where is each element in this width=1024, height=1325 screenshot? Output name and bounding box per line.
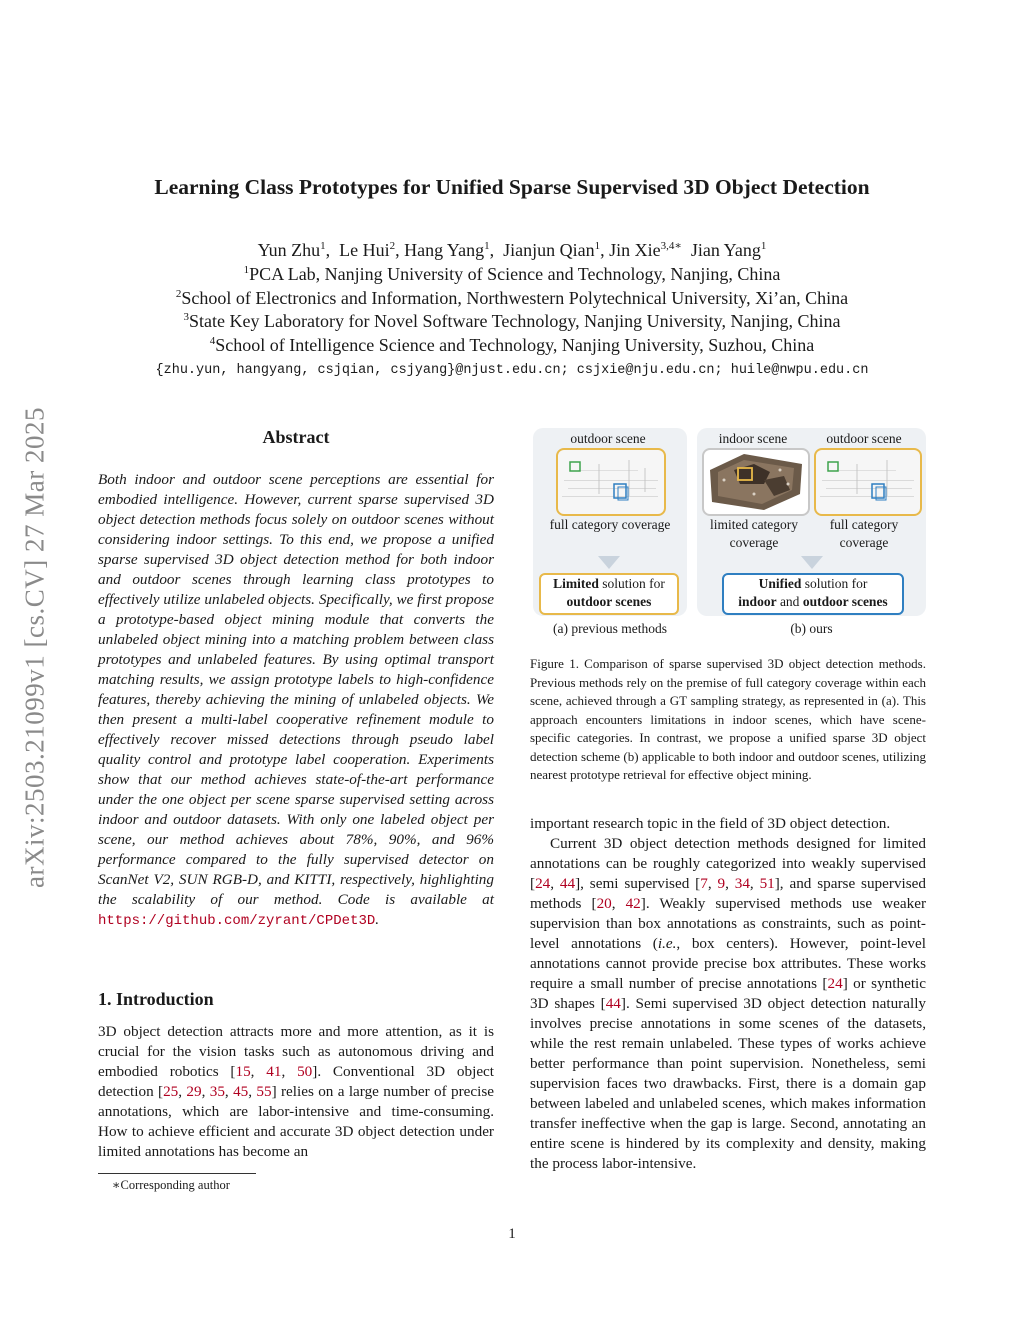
author: Jianjun Qian <box>503 240 595 260</box>
citation-link[interactable]: 9 <box>717 875 726 892</box>
intro-continuation: important research topic in the field of 3D object detection. <box>530 815 891 832</box>
subfigure-b-label: (b) ours <box>790 621 833 636</box>
coverage-label: full category coverage <box>829 517 899 550</box>
author-sup: 3,4∗ <box>660 240 682 252</box>
footnote-divider <box>98 1173 256 1174</box>
arxiv-identifier: arXiv:2503.21099v1 [cs.CV] 27 Mar 2025 <box>19 407 50 888</box>
page-number: 1 <box>508 1226 516 1242</box>
affiliation-2: $^2$School of Electronics and Information, Northwestern Polytechnical University, Xi’an, China <box>175 288 849 308</box>
author: Jin Xie <box>609 240 661 260</box>
citation-link[interactable]: 55 <box>256 1083 272 1100</box>
introduction-heading: 1. Introduction <box>98 989 214 1009</box>
footnote: ∗Corresponding author <box>112 1178 230 1192</box>
citation-link[interactable]: 34 <box>734 875 750 892</box>
citation-link[interactable]: 15 <box>235 1063 251 1080</box>
affiliation-1: $^1$PCA Lab, Nanjing University of Science and Technology, Nanjing, China <box>243 264 781 284</box>
citation-link[interactable]: 41 <box>266 1063 282 1080</box>
citation-link[interactable]: 24 <box>535 875 551 892</box>
author-sup: 1 <box>760 240 767 252</box>
author-sup: 1 <box>484 240 490 252</box>
author-emails: {zhu.yun, hangyang, csjqian, csjyang}@njust.edu.cn; csjxie@nju.edu.cn; huile@nwpu.edu.cn <box>155 363 869 378</box>
intro-paragraph-1: 3D object detection attracts more and more attention, as it is crucial for the vision tasks such as autonomous driving and embodied robotics [15, 41, 50]. Conventional 3D object detection [25, 29, 35, 45, 55] relies on a large number of precise annotations, which are labor-intensive and time-consuming. How to achieve efficient and accurate 3D object detection under limited annotations has become an <box>98 1023 495 1160</box>
code-link[interactable]: https://github.com/zyrant/CPDet3D <box>98 913 376 929</box>
citation-link[interactable]: 7 <box>700 875 708 892</box>
limited-solution-box: Limited solution for outdoor scenes <box>539 573 679 615</box>
citation-link[interactable]: 50 <box>297 1063 313 1080</box>
scene-label: indoor scene <box>718 431 788 446</box>
author: Le Hui <box>339 240 390 260</box>
outdoor-point-cloud-image <box>814 448 922 516</box>
citation-link[interactable]: 45 <box>233 1083 249 1100</box>
coverage-label: limited category coverage <box>709 517 799 550</box>
author-sup: 2 <box>389 240 396 252</box>
author-sup: 1 <box>594 240 601 252</box>
citation-link[interactable]: 29 <box>186 1083 202 1100</box>
scene-label: outdoor scene <box>570 431 646 446</box>
citation-link[interactable]: 44 <box>605 995 621 1012</box>
figure-caption: Figure 1. Comparison of sparse supervised 3D object detection methods. Previous methods rely on the premise of full category coverage within each scene, achieved through a GT sampling strategy, as represented in (a). This approach encounters limitations in indoor scenes, which have scene-specific categories. In contrast, we propose a unified sparse 3D object detection scheme (b) applicable to both indoor and outdoor scenes, utilizing nearest prototype retrieval for effective object mining. <box>530 656 926 782</box>
author: Jian Yang <box>690 240 761 260</box>
subfigure-a-label: (a) previous methods <box>553 621 667 636</box>
intro-paragraph-2: Current 3D object detection methods designed for limited annotations can be roughly categorized into weakly supervised [24, 44], semi supervised [7, 9, 34, 51], and sparse supervised methods [20, 42]. Weakly supervised methods use weaker supervision than box annotations as constraints, such as point-level annotations (i.e., box centers). However, point-level annotations cannot provide precise box attributes. These works require a small number of precise annotations [24] or synthetic 3D shapes [44]. Semi supervised 3D object detection naturally involves precise annotations in some scenes of the datasets, while the rest remain unlabeled. These types of works achieve better performance than point supervision. Nonetheless, semi supervision faces two drawbacks. First, there is a domain gap between labeled and unlabeled scenes, which makes information transfer ineffective when the gap is large. Second, annotating an entire scene is hindered by its complexity and density, making the process labor-intensive. <box>530 835 927 1172</box>
author: Hang Yang <box>404 240 485 260</box>
citation-link[interactable]: 44 <box>559 875 576 892</box>
outdoor-scene-render <box>558 450 664 514</box>
down-arrow-icon <box>598 556 620 570</box>
paper-title: Learning Class Prototypes for Unified Sparse Supervised 3D Object Detection <box>154 175 870 199</box>
unified-solution-box: Unified solution for indoor and outdoor scenes <box>722 573 904 615</box>
abstract-body: Both indoor and outdoor scene perceptions are essential for embodied intelligence. However, current sparse supervised 3D object detection methods focus solely on outdoor scenes without considering indoor settings. To this end, we propose a unified sparse supervised 3D object detection method for both indoor and outdoor scenes through learning class prototypes to effectively utilize unlabeled objects. Specifically, we first propose a prototype-based object mining module that converts the unlabeled object mining into a matching problem between class prototypes and unlabeled features. By using optimal transport matching results, we assign prototype labels to high-confidence features, thereby achieving the mining of unlabeled objects. We then present a multi-label cooperative refinement module to effectively recover missed detections through pseudo label quality control and prototype label cooperation. Experiments show that our method achieves state-of-the-art performance under the one object per scene sparse supervised setting across indoor and outdoor datasets. With only one labeled object per scene, our method achieves about 78%, 90%, and 96% performance compared to the fully supervised detector on ScanNet V2, SUN RGB-D, and KITTI, respectively, highlighting the scalability of our method. Code is available at https://github.com/zyrant/CPDet3D. <box>98 471 494 929</box>
citation-link[interactable]: 51 <box>759 875 775 892</box>
coverage-label: full category coverage <box>549 517 671 532</box>
citation-link[interactable]: 25 <box>163 1083 179 1100</box>
abstract-heading: Abstract <box>262 427 330 447</box>
affiliation-4: $^4$School of Intelligence Science and Technology, Nanjing University, Suzhou, China <box>209 335 815 355</box>
outdoor-scene-render <box>816 450 920 514</box>
citation-link[interactable]: 42 <box>625 895 641 912</box>
indoor-scene-render <box>704 450 808 514</box>
citation-link[interactable]: 35 <box>209 1083 225 1100</box>
affiliation-3: $^3$State Key Laboratory for Novel Software Technology, Nanjing University, Nanjing, China <box>183 311 841 331</box>
indoor-point-cloud-image <box>702 448 810 516</box>
down-arrow-icon <box>801 556 823 570</box>
author: Yun Zhu <box>257 240 321 260</box>
scene-label: outdoor scene <box>826 431 902 446</box>
citation-link[interactable]: 24 <box>827 975 843 992</box>
outdoor-point-cloud-image <box>556 448 666 516</box>
author-list: Yun Zhu$^1$, Le Hui$^2$, Hang Yang$^1$, Jianjun Qian$^1$, Jin Xie$^{3,4∗}$ Jian Yang$^1$ <box>257 240 767 260</box>
author-sup: 1 <box>320 240 326 252</box>
citation-link[interactable]: 20 <box>596 895 612 912</box>
